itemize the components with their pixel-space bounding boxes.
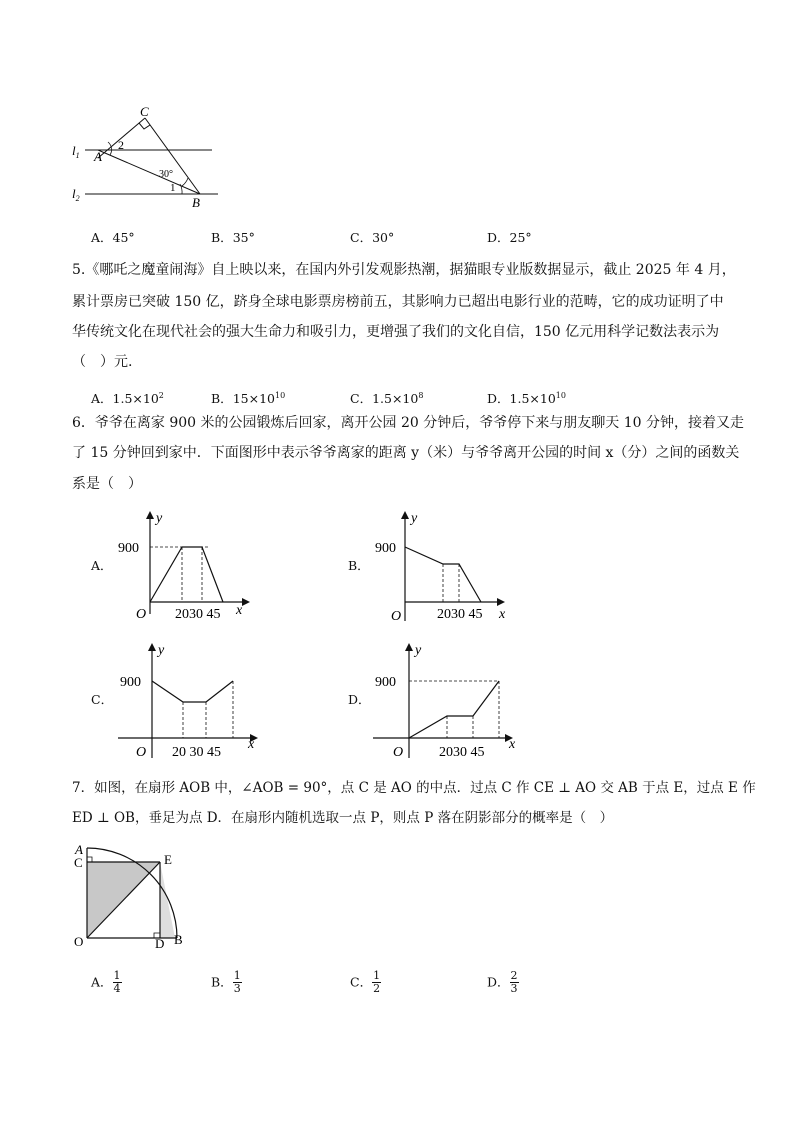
q7-option-c[interactable]: C． $\frac{1}{2}$ (350, 969, 381, 995)
q5-text-line-1: 5.《哪吒之魔童闹海》自上映以来，在国内外引发观影热潮，据猫眼专业版数据显示，截止 2025 年 4 月， (72, 262, 736, 278)
svg-text:y: y (156, 511, 163, 526)
svg-text:900: 900 (120, 675, 141, 690)
q6-graph-c[interactable] (118, 640, 268, 760)
q4-option-a[interactable]: A．45° (91, 230, 135, 245)
svg-text:x: x (248, 737, 255, 752)
label-angle1: 1 (170, 182, 176, 194)
q5-option-a[interactable]: A．$1.5\times 10^2$ (91, 391, 164, 407)
q5-text-line-2: 累计票房已突破 150 亿，跻身全球电影票房榜前五，其影响力已超出电影行业的范畴，它的成功证明了中 (72, 294, 724, 310)
q6-option-b-label[interactable]: B． (348, 558, 370, 573)
label-l1: $l_1$ (72, 143, 80, 160)
svg-text:900: 900 (375, 675, 396, 690)
q6-option-a-label[interactable]: A． (91, 558, 113, 573)
q7-text-line-1: 7．如图，在扇形 AOB 中，∠AOB = 90°，点 C 是 AO 的中点．过点 C 作 CE ⊥ AO 交 AB 于点 E，过点 E 作 (72, 780, 756, 796)
right-angle-c (139, 123, 150, 129)
q5-text-line-4: （ ）元. (72, 354, 133, 370)
svg-text:E: E (164, 852, 172, 867)
svg-text:900: 900 (118, 541, 139, 556)
segment-ab (98, 150, 200, 194)
q6-text-line-3: 系是（ ） (72, 476, 142, 492)
label-angle2: 2 (118, 138, 124, 152)
svg-text:B: B (174, 932, 183, 947)
svg-text:D: D (155, 936, 165, 950)
svg-text:y: y (415, 643, 422, 658)
svg-text:A: A (75, 842, 83, 857)
svg-text:2030 45: 2030 45 (439, 745, 485, 760)
label-c: C (140, 104, 149, 119)
label-angle30: 30° (159, 169, 173, 180)
q6-graph-d[interactable] (373, 640, 523, 760)
svg-text:x: x (499, 607, 506, 621)
svg-text:O: O (393, 745, 404, 760)
q6-graph-b[interactable] (373, 506, 513, 621)
angle-arc-1 (180, 184, 182, 194)
svg-text:900: 900 (375, 541, 396, 556)
q6-option-c-label[interactable]: C． (91, 692, 114, 707)
q5-option-d[interactable]: D．$1.5\times 10^{10}$ (487, 391, 566, 407)
q5-option-b[interactable]: B．$15\times 10^{10}$ (211, 391, 286, 407)
svg-text:y: y (411, 511, 418, 526)
q4-option-d[interactable]: D．25° (487, 230, 532, 245)
q7-option-a[interactable]: A． $\frac{1}{4}$ (91, 969, 121, 995)
label-b: B (192, 195, 200, 210)
svg-text:2030 45: 2030 45 (437, 607, 483, 621)
q4-option-c[interactable]: C．30° (350, 230, 395, 245)
q6-option-d-label[interactable]: D． (348, 692, 371, 707)
q7-option-d[interactable]: D． $\frac{2}{3}$ (487, 969, 518, 995)
svg-text:C: C (74, 855, 83, 870)
svg-text:2030 45: 2030 45 (175, 607, 221, 621)
q7-option-b[interactable]: B． $\frac{1}{3}$ (211, 969, 241, 995)
svg-text:x: x (509, 737, 516, 752)
svg-text:O: O (136, 607, 147, 621)
q5-option-c[interactable]: C．$1.5\times 10^8$ (350, 391, 424, 407)
q4-option-b[interactable]: B．35° (211, 230, 255, 245)
q5-text-line-3: 华传统文化在现代社会的强大生命力和吸引力，更增强了我们的文化自信，150 亿元用科学记数法表示为 (72, 324, 720, 340)
svg-text:O: O (74, 934, 84, 949)
q6-graph-a[interactable] (118, 506, 258, 621)
label-l2: $l_2$ (72, 186, 80, 203)
q7-sector-figure (70, 840, 195, 950)
svg-text:O: O (391, 609, 402, 621)
label-a: A (94, 149, 102, 164)
q7-text-line-2: ED ⊥ OB，垂足为点 D．在扇形内随机选取一点 P，则点 P 落在阴影部分的概率是（ ） (72, 810, 614, 826)
angle-arc-30 (182, 178, 188, 186)
svg-text:20 30 45: 20 30 45 (172, 745, 221, 760)
q6-text-line-1: 6．爷爷在离家 900 米的公园锻炼后回家，离开公园 20 分钟后，爷爷停下来与朋友聊天 10 分钟，接着又走 (72, 415, 744, 431)
svg-text:y: y (158, 643, 165, 658)
q4-figure (60, 100, 230, 210)
svg-text:O: O (136, 745, 147, 760)
svg-text:x: x (236, 603, 243, 618)
shaded-region-small (160, 862, 175, 938)
q6-text-line-2: 了 15 分钟回到家中．下面图形中表示爷爷离家的距离 y（米）与爷爷离开公园的时间 x（分）之间的函数关 (72, 445, 740, 461)
